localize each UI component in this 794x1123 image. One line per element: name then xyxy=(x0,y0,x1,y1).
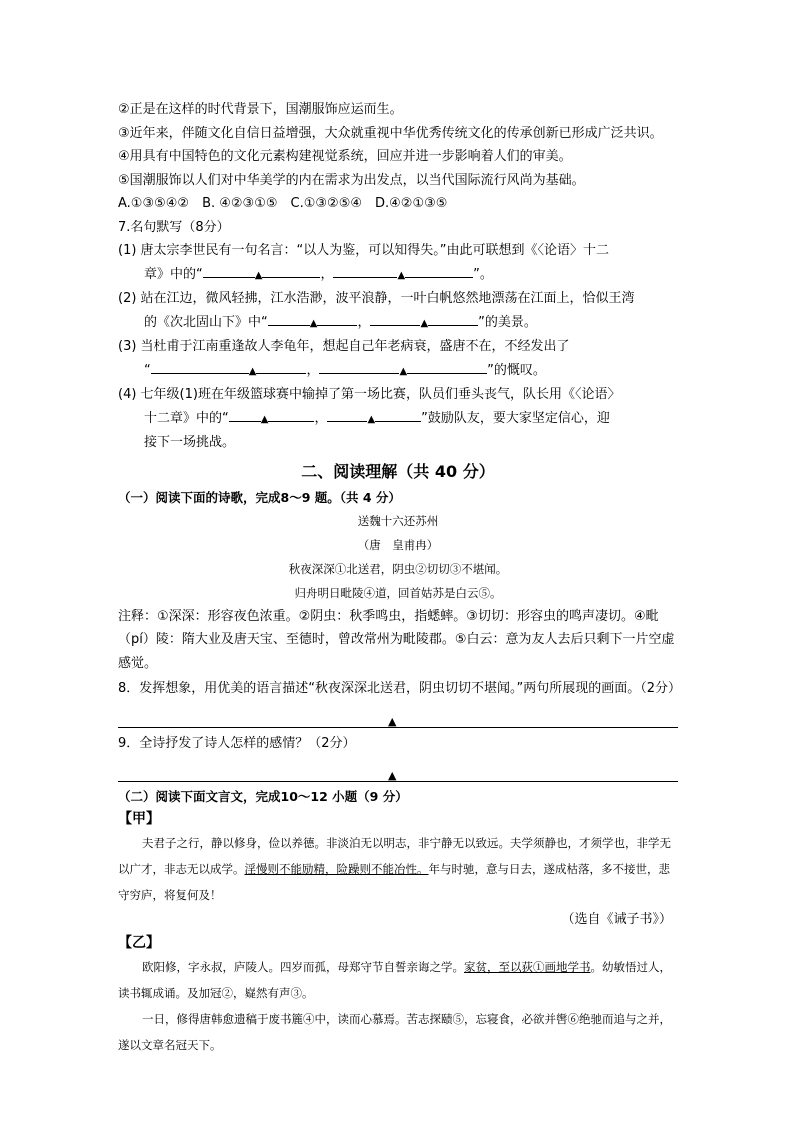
q7-item-1-pre: 章》中的“ xyxy=(144,266,203,282)
section-title: 二、阅读理解（共 40 分） xyxy=(301,461,495,481)
passage-jia-source: （选自《诫子书》） xyxy=(561,912,672,927)
question-8: 8．发挥想象，用优美的语言描述“秋夜深深北送君，阴虫切切不堪闻。”两句所展现的画面。（2分） xyxy=(118,681,682,696)
option-3: ③近年来，伴随文化自信日益增强，大众就重视中华优秀传统文化的传承创新已形成广泛共识。 xyxy=(118,125,663,141)
passage-yi-para-2: 一日，修得唐韩愈遗稿于废书簏④中，读而心慕焉。苦志探赜⑤，忘寝食，必欲并辔⑥绝驰而追与之并，遂以文章名冠天下。 xyxy=(118,1012,671,1052)
part2-heading: （二）阅读下面文言文，完成10～12 小题（9 分） xyxy=(118,789,408,804)
q7-title: 7.名句默写（8分） xyxy=(118,219,230,235)
answer-choices: A.①③⑤④② B. ④②③①⑤ C.①③②⑤④ D.④②①③⑤ xyxy=(118,196,448,211)
fill-blank[interactable] xyxy=(407,359,487,374)
fill-blank[interactable] xyxy=(428,311,478,326)
answer-marker: ▲ xyxy=(248,365,257,377)
answer-line-q8[interactable] xyxy=(118,703,678,728)
answer-line-q9[interactable] xyxy=(118,757,678,782)
answer-marker: ▲ xyxy=(388,714,397,728)
poem-line-2: 归舟明日毗陵④道，回首姑苏是白云⑤。 xyxy=(294,585,502,600)
fill-blank[interactable] xyxy=(405,263,473,278)
q7-item-1-line1: (1) 唐太宗李世民有一句名言：“以人为鉴，可以知得失。”由此可联想到《〈论语〉十二 xyxy=(118,243,610,258)
fill-blank[interactable] xyxy=(268,311,310,326)
answer-marker: ▲ xyxy=(399,365,408,377)
answer-marker: ▲ xyxy=(397,269,406,281)
option-5: ⑤国潮服饰以人们对中华美学的内在需求为出发点，以当代国际流行风尚为基础。 xyxy=(118,172,585,188)
fill-blank[interactable] xyxy=(333,263,397,278)
poem-title: 送魏十六还苏州 xyxy=(357,513,439,528)
fill-blank[interactable] xyxy=(256,359,306,374)
fill-blank[interactable] xyxy=(327,407,367,422)
q7-item-3-line2: “ ▲ ， ▲ ”的慨叹。 xyxy=(118,359,678,384)
fill-blank[interactable] xyxy=(203,263,255,278)
fill-blank[interactable] xyxy=(229,407,261,422)
fill-blank[interactable] xyxy=(268,407,314,422)
fill-blank[interactable] xyxy=(319,359,399,374)
q7-item-4-line3: 接下一场挑战。 xyxy=(144,435,236,450)
q7-item-2-line2: 的《次北固山下》中“ ▲ ， ▲ ”的美景。 xyxy=(118,311,678,336)
underlined-sentence: 淫慢则不能励精，险躁则不能冶性。 xyxy=(244,862,429,876)
q7-item-2-line1: (2) 站在江边，微风轻拂，江水浩渺，波平浪静，一叶白帆悠然地漂荡在江面上，恰似王湾 xyxy=(118,291,635,306)
option-2: ②正是在这样的时代背景下，国潮服饰应运而生。 xyxy=(118,102,403,117)
fill-blank[interactable] xyxy=(317,311,357,326)
fill-blank[interactable] xyxy=(262,263,320,278)
q7-item-4-line2: 十二章》中的“ ▲ ， ▲ ”鼓励队友，要大家坚定信心，迎 xyxy=(118,407,678,432)
q7-item-1-line2: 章》中的“ ▲ ， ▲ ”。 xyxy=(118,263,678,288)
question-9: 9．全诗抒发了诗人怎样的感情？（2分） xyxy=(118,735,356,751)
poem-notes: 注释：①深深：形容夜色浓重。②阴虫：秋季鸣虫，指蟋蟀。③切切：形容虫的鸣声凄切。④毗（pí）陵：隋大业及唐天宝、至德时，曾改常州为毗陵郡。⑤白云：意为友人去后只剩下一片空虚感觉。 xyxy=(118,608,675,671)
poem-line-1: 秋夜深深①北送君，阴虫②切切③不堪闻。 xyxy=(288,561,508,576)
passage-yi-para-1: 欧阳修，字永叔，庐陵人。四岁而孤，母郑守节自誓亲诲之学。家贫，至以荻①画地学书。幼敏悟过人，读书辄成诵。及加冠②，嶷然有声③。 xyxy=(118,960,671,1000)
part1-heading: （一）阅读下面的诗歌，完成8～9 题。（共 4 分） xyxy=(118,489,401,505)
passage-jia-label: 【甲】 xyxy=(118,811,160,827)
answer-marker: ▲ xyxy=(367,413,376,425)
answer-marker: ▲ xyxy=(309,317,318,329)
q7-item-3-line1: (3) 当杜甫于江南重逢故人李龟年，想起自己年老病衰，盛唐不在，不经发出了 xyxy=(118,339,570,354)
passage-jia: 夫君子之行，静以修身，俭以养德。非淡泊无以明志，非宁静无以致远。夫学须静也，才须学也，非学无以广才，非志无以成学。淫慢则不能励精，险躁则不能冶性。年与时驰，意与日去，遂成枯落，多不接世，悲守穷庐，将复何及！ xyxy=(118,836,671,902)
answer-marker: ▲ xyxy=(260,413,269,425)
option-4: ④用具有中国特色的文化元素构建视觉系统，回应并进一步影响着人们的审美。 xyxy=(118,149,572,164)
answer-marker: ▲ xyxy=(420,317,429,329)
fill-blank[interactable] xyxy=(375,407,421,422)
answer-marker: ▲ xyxy=(388,769,397,782)
q7-item-4-line1: (4) 七年级(1)班在年级篮球赛中输掉了第一场比赛，队员们垂头丧气，队长用《〈论语〉 xyxy=(118,387,621,402)
fill-blank[interactable] xyxy=(370,311,420,326)
answer-marker: ▲ xyxy=(254,269,263,281)
underlined-sentence: 家贫，至以荻①画地学书 xyxy=(464,960,591,974)
poem-author: （唐 皇甫冉） xyxy=(357,537,439,552)
exam-page xyxy=(118,98,682,1058)
passage-yi-label: 【乙】 xyxy=(118,935,160,951)
fill-blank[interactable] xyxy=(151,359,249,374)
